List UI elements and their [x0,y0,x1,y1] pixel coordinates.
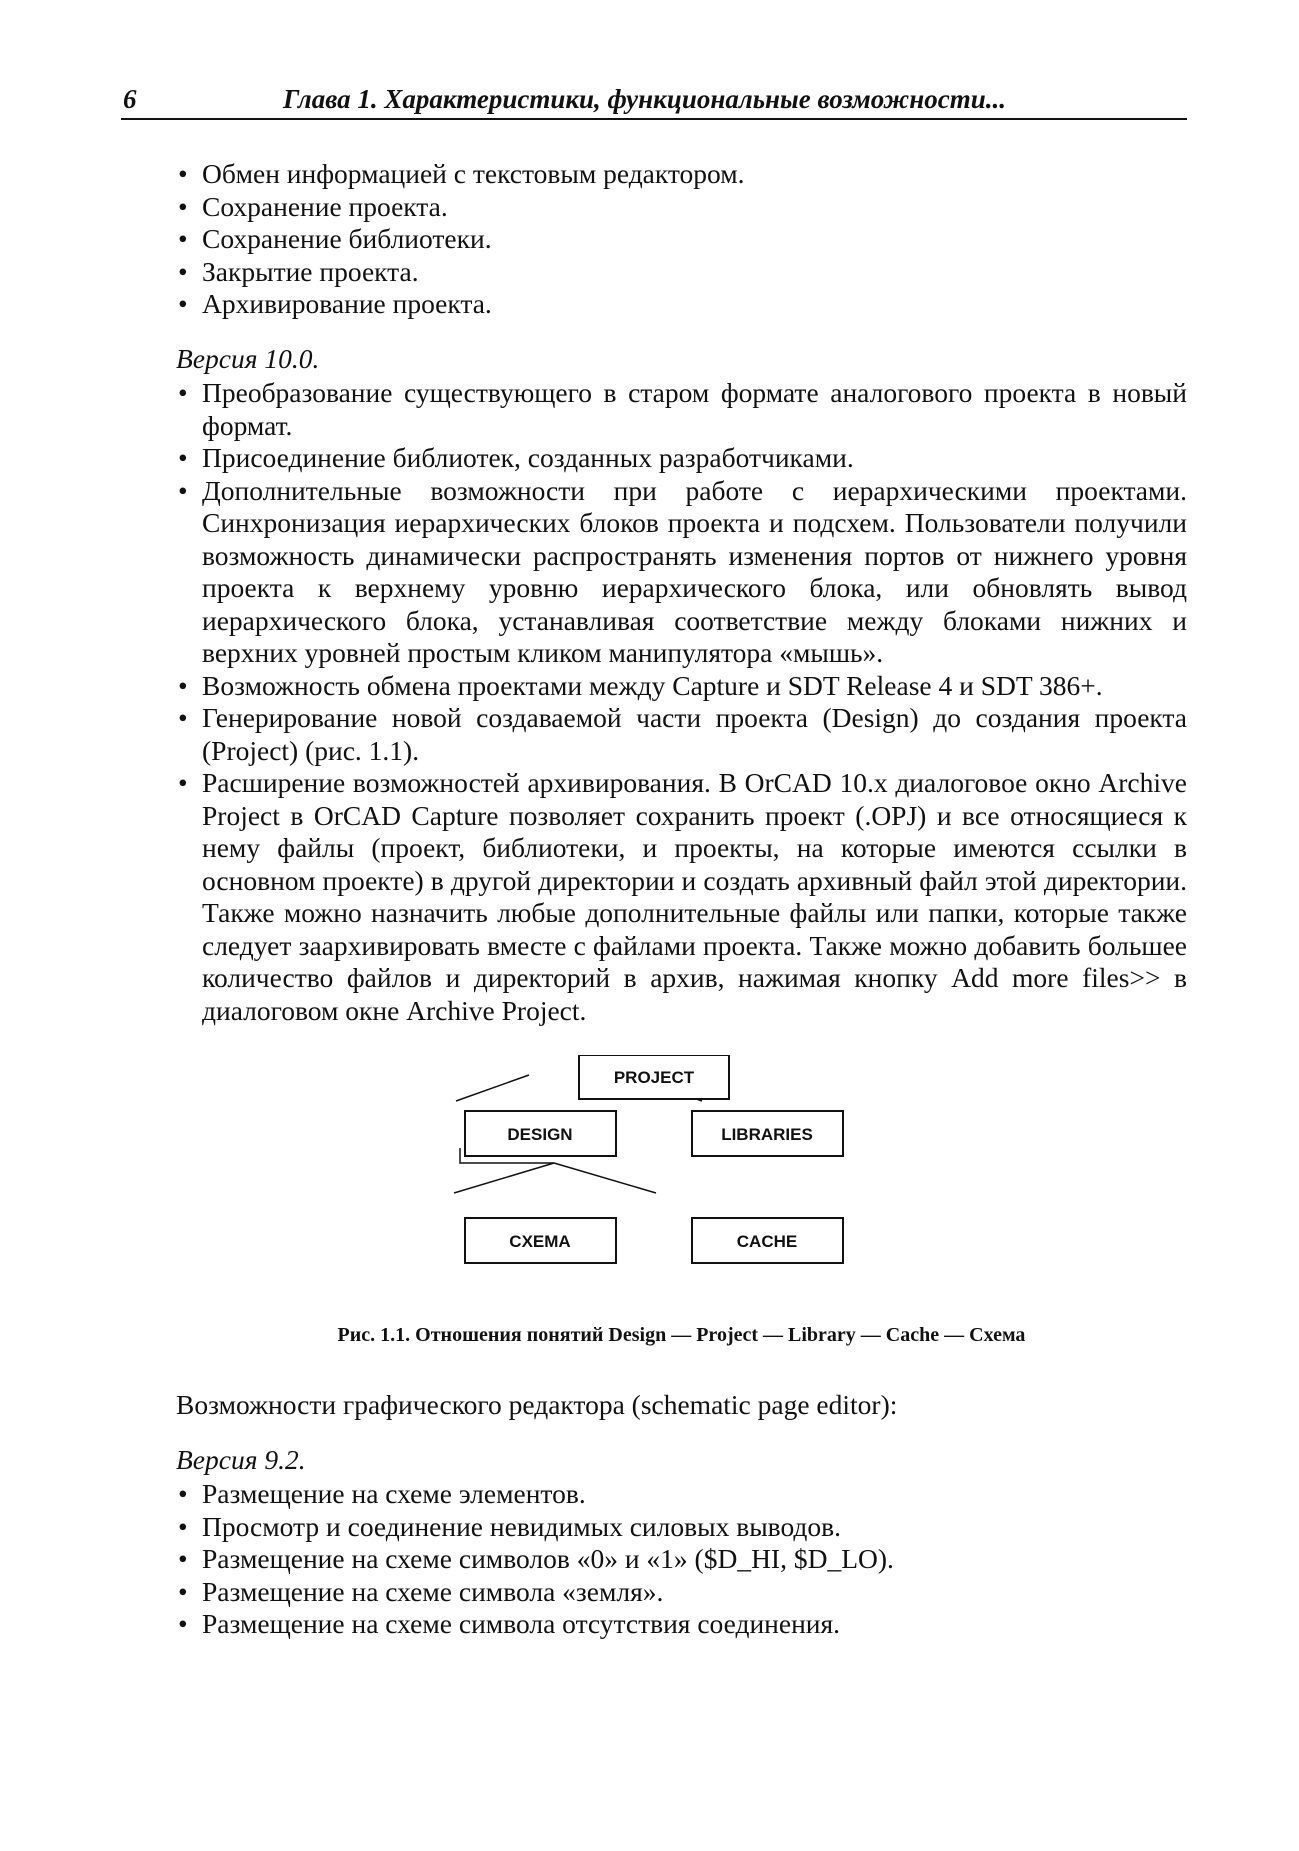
list-item: • Архивирование проекта. [176,288,1187,321]
chapter-title: Глава 1. Характеристики, функциональные возможности... [283,84,1006,114]
design-label: DESIGN [507,1125,573,1144]
connector-design-schema [454,1163,554,1193]
list-item: • Размещение на схеме символа «земля». [176,1576,1187,1609]
version-10-list [176,377,1187,1027]
feature-list-1 [176,158,1187,321]
list-item: • Закрытие проекта. [176,256,1187,289]
cache-label: CACHE [736,1232,798,1251]
list-item: • Преобразование существующего в старом формате аналогового проекта в новый формат. [176,377,1187,442]
body-text [176,158,1187,1641]
schema-label: CXEMA [509,1232,571,1251]
project-label: PROJECT [613,1068,695,1087]
page-number: 6 [123,84,137,114]
list-item: • Присоединение библиотек, созданных разработчиками. [176,442,1187,475]
version-10-heading: Версия 10.0. [176,342,320,374]
libraries-label: LIBRARIES [721,1125,813,1144]
list-item: • Обмен информацией с текстовым редактором. [176,158,1187,191]
connector-project-design [456,1075,529,1101]
list-item: • Размещение на схеме элементов. [176,1478,1187,1511]
list-item: • Просмотр и соединение невидимых силовых выводов. [176,1511,1187,1544]
editor-intro: Возможности графического редактора (schematic page editor): [176,1389,898,1420]
figure-caption: Рис. 1.1. Отношения понятий Design — Project — Library — Cache — Схема [337,1324,1026,1346]
relationship-diagram [176,1055,1187,1317]
list-item: • Дополнительные возможности при работе с иерархическими проектами. Синхронизация иерархических блоков проекта и подсхем. Пользователи получили возможность динамически распространять изменения портов от нижнего уровня проекта к верхнему уровню иерархического блока, или обновлять вывод иерархического блока, устанавливая соответствие между блоками нижних и верхних уровней простым кликом манипулятора «мышь». [176,475,1187,670]
list-item: • Размещение на схеме символа отсутствия соединения. [176,1608,1187,1641]
list-item: • Расширение возможностей архивирования. В OrCAD 10.x диалоговое окно Archive Project в OrCAD Capture позволяет сохранить проект (.OPJ) и все относящиеся к нему файлы (проект, библиотеки, и проекты, на которые имеются ссылки в основном проекте) в другой директории и создать архивный файл этой директории. Также можно назначить любые дополнительные файлы или папки, которые также следует заархивировать вместе с файлами проекта. Также можно добавить большее количество файлов и директорий в архив, нажимая кнопку Add more files>> в диалоговом окне Archive Project. [176,767,1187,1027]
list-item: • Сохранение библиотеки. [176,223,1187,256]
list-item: • Размещение на схеме символов «0» и «1» ($D_HI, $D_LO). [176,1543,1187,1576]
figure-1-1 [176,1055,1187,1367]
version-92-list [176,1478,1187,1641]
list-item: • Возможность обмена проектами между Capture и SDT Release 4 и SDT 386+. [176,670,1187,703]
list-item: • Генерирование новой создаваемой части проекта (Design) до создания проекта (Project) (рис. 1.1). [176,702,1187,767]
connector-design-cache [554,1163,656,1193]
version-92-heading: Версия 9.2. [176,1443,306,1475]
running-header [121,82,1187,120]
list-item: • Сохранение проекта. [176,191,1187,224]
